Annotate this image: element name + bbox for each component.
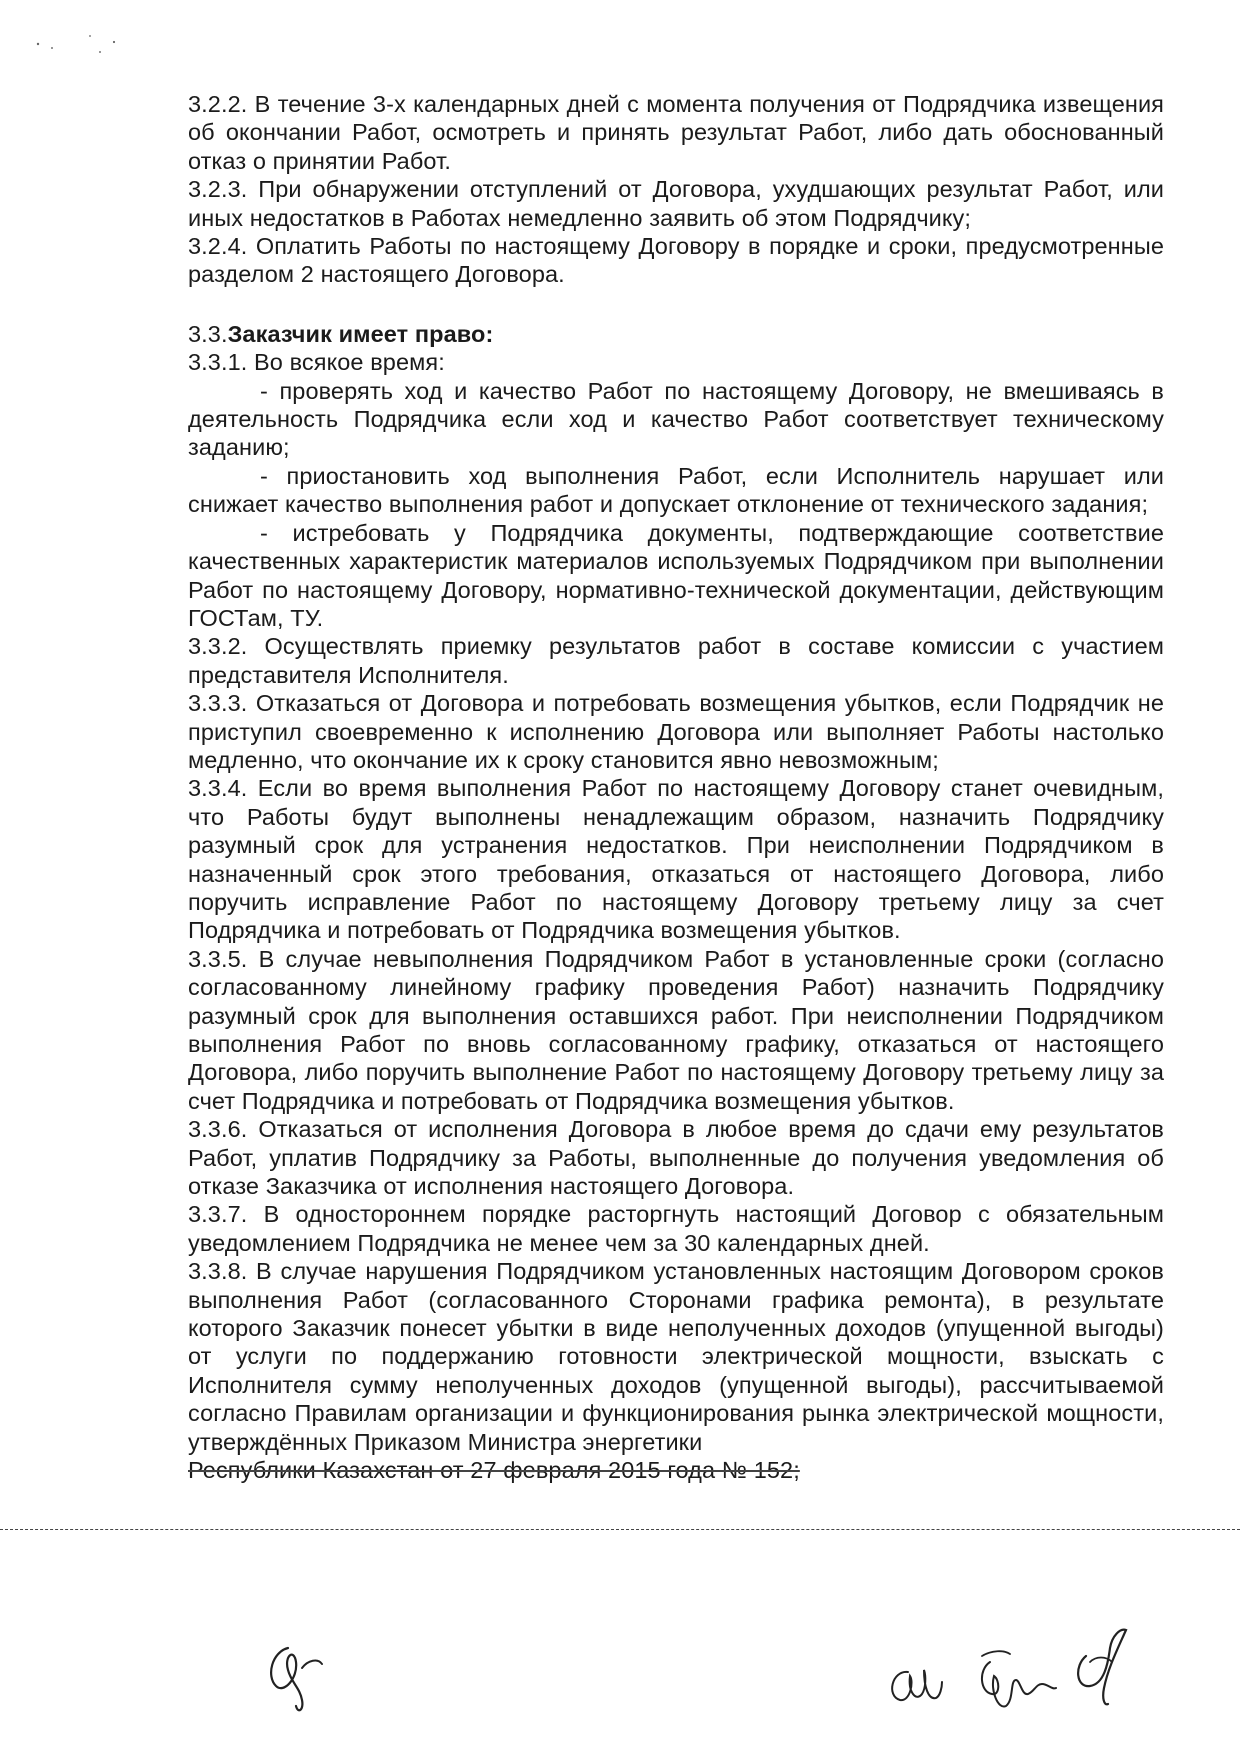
signature-right-2	[970, 1640, 1060, 1720]
section-title: Заказчик имеет право:	[227, 320, 494, 347]
clause-3-3-5: 3.3.5. В случае невыполнения Подрядчиком Работ в установленные сроки (согласно согласованному линейному графику проведения Работ) назначить Подрядчику разумный срок для выполнения оставшихся работ. При неисполнении Подрядчиком выполнения Работ по вновь согласованному графику, отказаться от настоящего Договора, либо поручить выполнение Работ по настоящему Договору третьему лицу за счет Подрядчика и потребовать от Подрядчика возмещения убытков.	[188, 945, 1164, 1114]
clause-3-3-1-item-3: - истребовать у Подрядчика документы, подтверждающие соответствие качественных характеристик материалов используемых Подрядчиком при выполнении Работ по настоящему Договору, нормативно-технической документации, действующим ГОСТам, ТУ.	[188, 519, 1164, 631]
clause-3-3-7: 3.3.7. В одностороннем порядке расторгнуть настоящий Договор с обязательным уведомлением Подрядчика не менее чем за 30 календарных дней.	[188, 1201, 1164, 1256]
clause-3-3-1-item-2: - приостановить ход выполнения Работ, если Исполнитель нарушает или снижает качество выполнения работ и допускает отклонение от технического задания;	[188, 462, 1164, 518]
struck-line: Республики Казахстан от 27 февраля 2015 года № 152;	[188, 1457, 800, 1484]
clause-3-3-8: 3.3.8. В случае нарушения Подрядчиком установленных настоящим Договором сроков выполнения Работ (согласованного Сторонами графика ремонта), в результате которого Заказчик понесет убытки в виде неполученных доходов (упущенной выгоды) от услуги по поддержанию готовности электрической мощности, взыскать с Исполнителя сумму неполученных доходов (упущенной выгоды), рассчитываемой согласно Правилам организации и функционирования рынка электрической мощности, утверждённых Приказом Министра энергетики	[188, 1258, 1164, 1455]
signature-right-1	[880, 1652, 950, 1722]
clause-3-3-3: 3.3.3. Отказаться от Договора и потребовать возмещения убытков, если Подрядчик не приступил своевременно к исполнению Договора или выполняет Работы настолько медленно, что окончание их к сроку становится явно невозможным;	[188, 690, 1164, 773]
document-body	[188, 90, 1164, 1485]
clause-3-2-3: 3.2.3. При обнаружении отступлений от Договора, ухудшающих результат Работ, или иных недостатков в Работах немедленно заявить об этом Подрядчику;	[188, 176, 1164, 231]
clause-3-3-2: 3.3.2. Осуществлять приемку результатов работ в составе комиссии с участием представителя Исполнителя.	[188, 633, 1164, 688]
scan-specks	[30, 30, 150, 70]
section-3-3-heading	[188, 320, 1164, 348]
clause-3-2-4: 3.2.4. Оплатить Работы по настоящему Договору в порядке и сроки, предусмотренные разделом 2 настоящего Договора.	[188, 233, 1164, 288]
signature-left	[258, 1638, 338, 1718]
clause-3-3-4: 3.3.4. Если во время выполнения Работ по настоящему Договору станет очевидным, что Работы будут выполнены ненадлежащим образом, назначить Подрядчику разумный срок для устранения недостатков. При неисполнении Подрядчиком в назначенный срок этого требования, отказаться от настоящего Договора, либо поручить исправление Работ по настоящему Договору третьему лицу за счет Подрядчика и потребовать от Подрядчика возмещения убытков.	[188, 775, 1164, 944]
dashed-cut-line	[0, 1529, 1240, 1530]
clause-3-3-1: 3.3.1. Во всякое время:	[188, 349, 445, 376]
clause-3-2-2: 3.2.2. В течение 3-х календарных дней с момента получения от Подрядчика извещения об окончании Работ, осмотреть и принять результат Работ, либо дать обоснованный отказ о принятии Работ.	[188, 91, 1164, 174]
spacer	[188, 289, 1164, 320]
clause-3-3-6: 3.3.6. Отказаться от исполнения Договора в любое время до сдачи ему результатов Работ, уплатив Подрядчику за Работы, выполненные до получения уведомления об отказе Заказчика от исполнения настоящего Договора.	[188, 1116, 1164, 1200]
signature-right-3	[1060, 1622, 1140, 1712]
section-number: 3.3.	[188, 320, 228, 347]
clause-3-3-1-item-1: - проверять ход и качество Работ по настоящему Договору, не вмешиваясь в деятельность Подрядчика если ход и качество Работ соответствует техническому заданию;	[188, 377, 1164, 461]
clause-3-3-8-last-line	[188, 1456, 1164, 1484]
